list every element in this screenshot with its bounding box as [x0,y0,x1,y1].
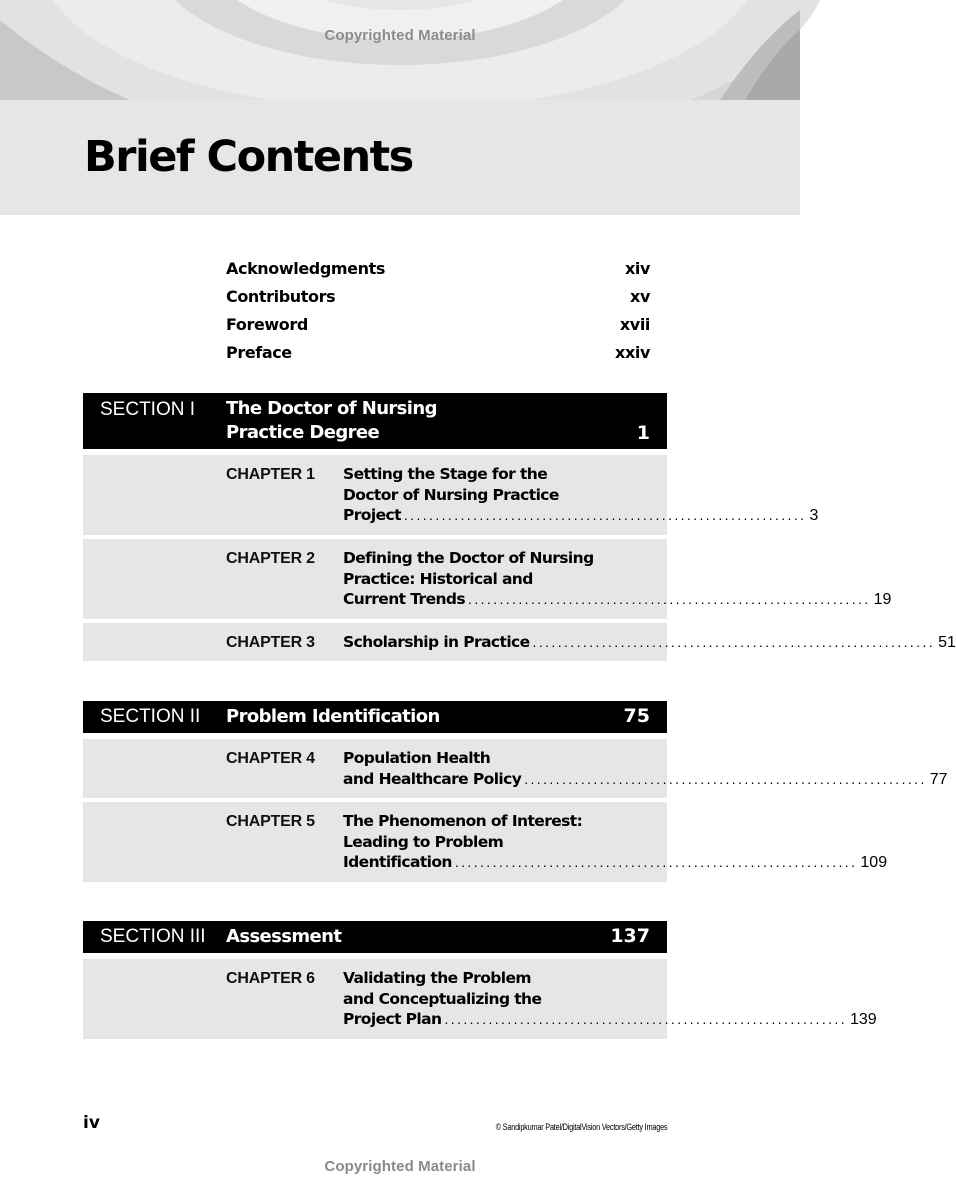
front-matter-page: xxiv [615,342,650,362]
page-title: Brief Contents [84,132,413,182]
chapter-entry-2[interactable] [83,539,892,619]
chapter-title-line: Project Plan [343,1010,442,1028]
chapter-entry-1[interactable] [83,455,819,535]
chapter-title [343,548,892,611]
section-title [226,705,440,729]
chapter-title [343,632,956,654]
front-matter-page: xvii [619,314,650,334]
section-title [226,397,437,445]
swirl-background-graphic [0,0,800,100]
chapter-entry-6[interactable] [83,959,877,1039]
chapter-title-line: Validating the Problem [343,969,531,987]
chapter-title-line: Current Trends [343,590,466,608]
section-header-3[interactable] [83,921,667,953]
chapter-title [343,811,888,874]
section-label: SECTION I [100,399,196,420]
dot-leader: ................................................................ [468,591,871,607]
chapter-title-line: The Phenomenon of Interest: [343,812,583,830]
section-title-line: The Doctor of Nursing [226,398,437,419]
section-label: SECTION III [100,926,206,947]
section-header-2[interactable] [83,701,667,733]
section-header-1[interactable] [83,393,667,449]
chapter-title-line: Leading to Problem [343,832,504,851]
chapter-label: CHAPTER 6 [226,970,315,987]
copyright-watermark-bottom: Copyrighted Material [324,1158,476,1175]
front-matter-item[interactable] [226,254,650,282]
page-number: iv [83,1113,100,1133]
chapter-label: CHAPTER 2 [226,550,315,567]
chapter-title-line: Setting the Stage for the [343,465,548,483]
chapter-title-line: Scholarship in Practice [343,633,530,651]
dot-leader: ................................................................ [454,854,858,870]
front-matter-item[interactable] [226,338,650,366]
front-matter-page: xiv [624,258,650,278]
front-matter-label: Preface [226,342,292,362]
chapter-title [343,968,877,1031]
chapter-entry-3[interactable] [83,623,956,661]
dot-leader: ................................................................ [532,634,936,650]
section-page: 137 [610,925,650,947]
dot-leader: ................................................................ [524,770,927,787]
chapter-entry-4[interactable] [83,739,948,798]
section-title [226,925,341,949]
section-title-line: Problem Identification [226,706,440,727]
chapter-title-line: Population Health [343,749,491,767]
chapter-title-line: and Conceptualizing the [343,989,542,1008]
front-matter-label: Acknowledgments [226,258,386,278]
chapter-page: 19 [873,591,892,608]
dot-leader: ................................................................ [403,507,807,523]
chapter-page: 77 [929,770,948,788]
chapter-page: 3 [809,507,819,524]
chapter-page: 109 [860,854,888,871]
dot-leader: ................................................................ [444,1011,847,1027]
front-matter-item[interactable] [226,310,650,338]
section-title-line: Practice Degree [226,422,380,443]
chapter-title-line: Practice: Historical and [343,569,533,588]
chapter-page: 139 [850,1011,877,1028]
chapter-title-line: Project [343,506,401,524]
section-title-line: Assessment [226,926,342,947]
chapter-title [343,464,819,527]
image-credit: © Sandipkumar Patel/DigitalVision Vectors/Getty Images [495,1122,667,1132]
chapter-entry-5[interactable] [83,802,888,882]
chapter-label: CHAPTER 3 [226,634,315,651]
chapter-title [343,748,948,790]
chapter-label: CHAPTER 5 [226,813,315,830]
chapter-title-line: Doctor of Nursing Practice [343,485,559,504]
chapter-label: CHAPTER 4 [226,750,315,767]
copyright-watermark-top: Copyrighted Material [324,27,476,44]
chapter-title-line: Identification [343,853,452,871]
decorative-header-image [0,0,800,100]
front-matter-list [226,254,650,366]
front-matter-item[interactable] [226,282,650,310]
chapter-label: CHAPTER 1 [226,466,315,483]
section-page: 1 [636,422,650,444]
front-matter-label: Foreword [226,314,308,334]
section-label: SECTION II [100,706,201,727]
section-page: 75 [623,705,650,727]
chapter-title-line: and Healthcare Policy [343,769,522,788]
chapter-title-line: Defining the Doctor of Nursing [343,549,594,567]
chapter-page: 51 [938,634,956,651]
front-matter-page: xv [630,286,650,306]
front-matter-label: Contributors [226,286,336,306]
